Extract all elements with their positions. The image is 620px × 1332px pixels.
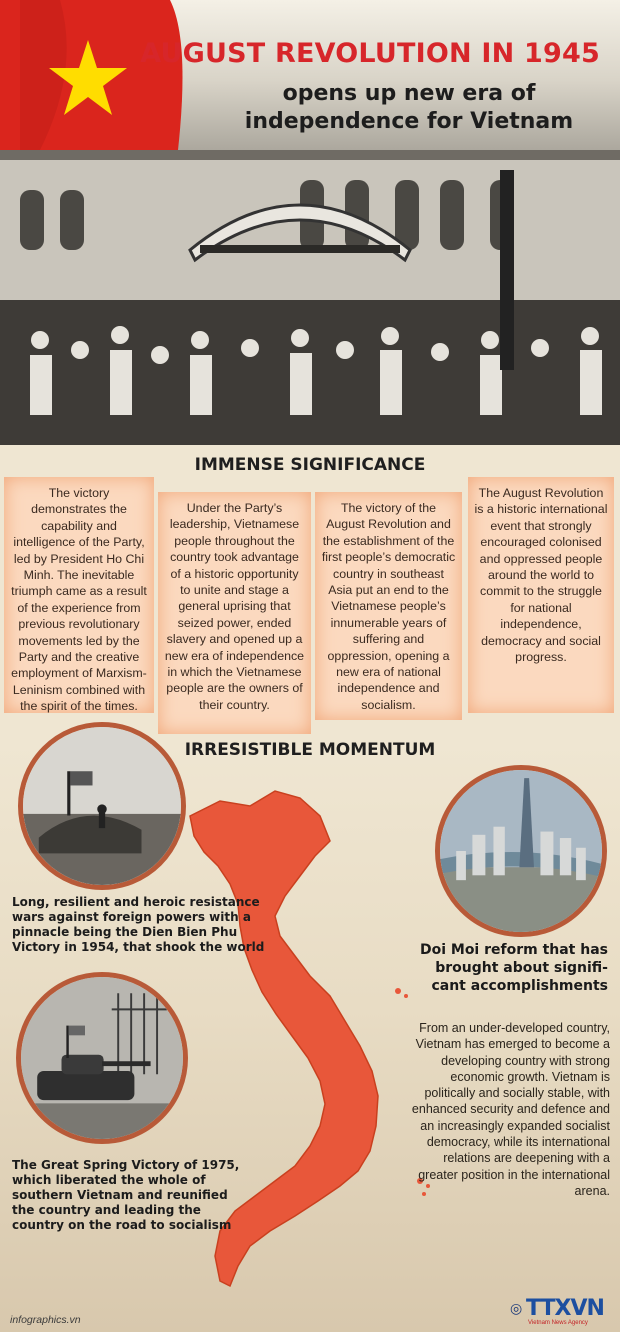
spring-victory-tank-photo: [16, 972, 188, 1144]
dien-bien-phu-photo: [18, 722, 186, 890]
page-title: AUGUST REVOLUTION IN 1945: [140, 38, 600, 69]
logo-emblem-icon: ◎: [510, 1300, 523, 1316]
page-subtitle: opens up new era of independence for Vietnam: [244, 81, 574, 134]
vietnam-flag-icon: [0, 0, 200, 150]
significance-box-4: The August Revolution is a historic international event that strongly encouraged colonised and oppressed people around the world to commit to the struggle for national independence, democracy and social progress.: [468, 477, 614, 713]
significance-box-2: Under the Party’s leadership, Vietnamese people throughout the country took advantage of a historic opportunity to unite and stage a general uprising that seized power, ended slavery and opened up a new era of independence in which the Vietnamese people are the owners of their country.: [158, 492, 311, 734]
source-credit: infographics.vn: [10, 1314, 81, 1326]
significance-box-1: The victory demonstrates the capability and intelligence of the Party, led by President Ho Chi Minh. The inevitable triumph came as a result of the experience from previous revolutionary movements led by the Party and the creative employment of Marxism-Leninism combined with the spirit of the times.: [4, 477, 154, 713]
independence-square-photo: [0, 150, 620, 445]
header-banner: [0, 0, 620, 445]
doi-moi-title: Doi Moi reform that has brought about signifi-cant accomplishments: [419, 942, 608, 994]
logo-text: TTXVN: [526, 1296, 604, 1321]
doi-moi-body: From an under-developed country, Vietnam has emerged to become a developing country with strong economic growth. Vietnam is politically and socially stable, with enhanced security and defence and an increasingly expanded socialist democracy, while its international relations are deepening with a greater position in the international arena.: [411, 1021, 610, 1198]
significance-box-3: The victory of the August Revolution and the establishment of the first people’s democratic country in southeast Asia put an end to the Vietnamese people’s innumerable years of suffering and oppression, opening a new era of national independence and socialism.: [315, 492, 462, 720]
modern-city-photo: [435, 765, 607, 937]
dien-bien-phu-caption: Long, resilient and heroic resistance wars against foreign powers with a pinnacle being the Dien Bien Phu Victory in 1954, that shook the world: [12, 895, 265, 954]
section-heading-momentum: IRRESISTIBLE MOMENTUM: [184, 740, 436, 760]
ttxvn-logo: [510, 1296, 610, 1328]
logo-subtext: Vietnam News Agency: [528, 1320, 588, 1326]
section-heading-significance: IMMENSE SIGNIFICANCE: [194, 455, 426, 475]
spring-victory-caption: The Great Spring Victory of 1975, which liberated the whole of southern Vietnam and reunified the country and leading the country on the road to socialism: [12, 1158, 240, 1232]
